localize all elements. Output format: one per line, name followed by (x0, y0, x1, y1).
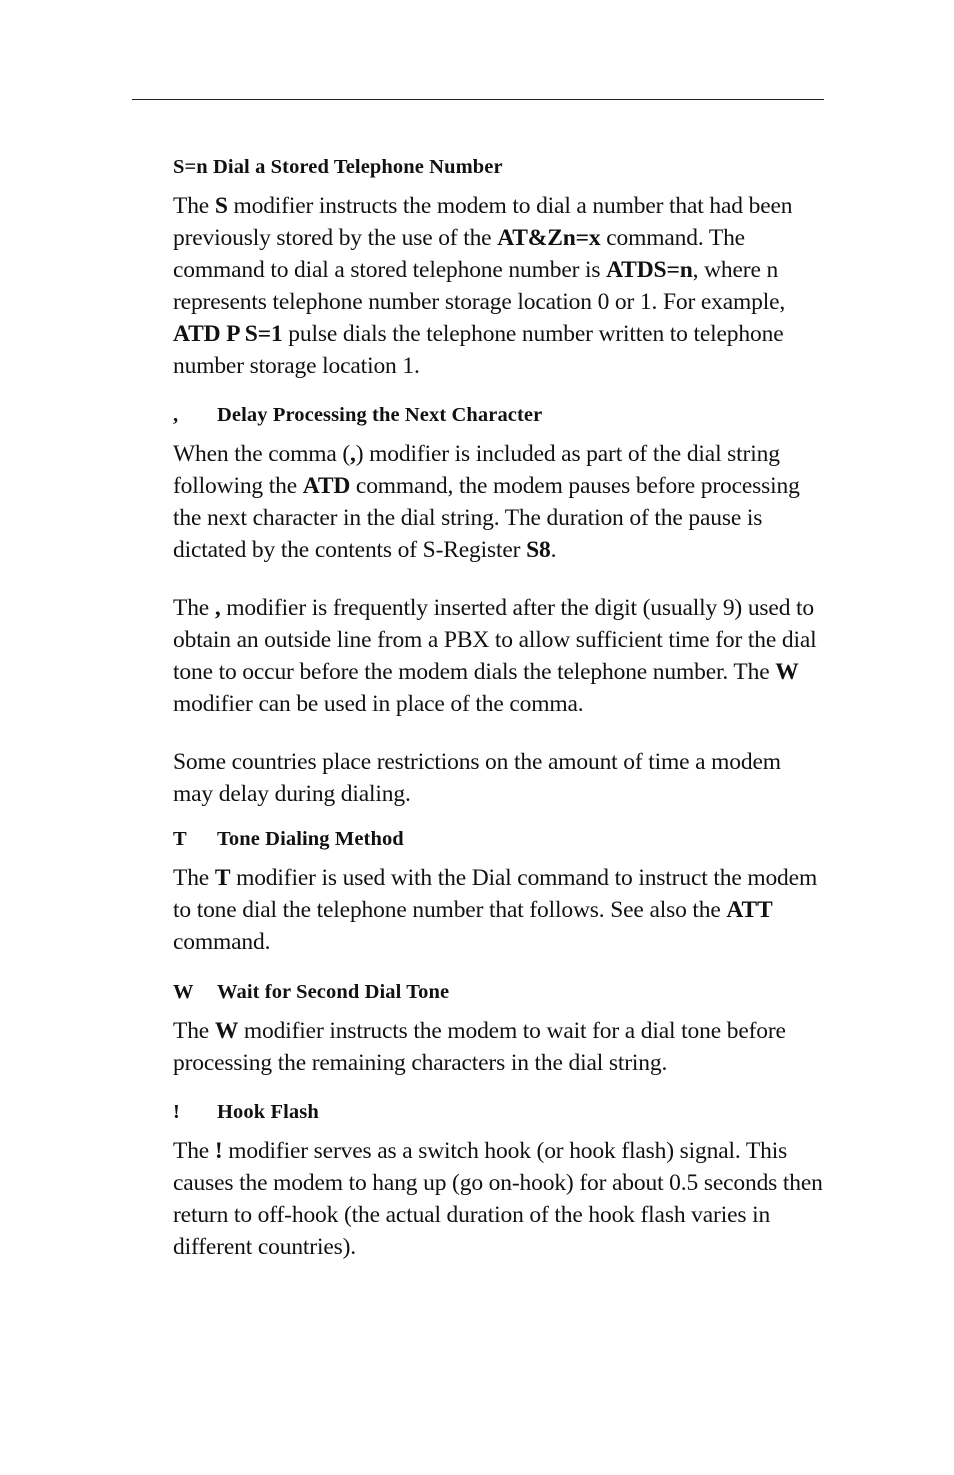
section-heading (173, 826, 823, 852)
paragraph-text: pulse dials the telephone number written to telephone number storage location 1. (173, 321, 784, 379)
paragraph-text: The (173, 865, 215, 891)
paragraph-text: command, the modem pauses before processing the next character in the dial string. The duration of the pause is dictated by the contents of S-Register (173, 473, 800, 563)
paragraph-text: ) modifier is included as part of the dial string following the (173, 441, 780, 499)
paragraph-text: When the comma ( (173, 441, 351, 467)
section-code: ! (173, 1101, 180, 1123)
section-title: Delay Processing the Next Character (217, 404, 543, 426)
section-code: W (173, 981, 194, 1003)
section-paragraph (173, 1135, 823, 1263)
section-delay (173, 402, 823, 810)
paragraph-text: command. The command to dial a stored telephone number is (173, 225, 745, 283)
section-title: Wait for Second Dial Tone (217, 981, 450, 1003)
bold-command-text: ATD P S=1 (173, 321, 283, 347)
section-paragraph (173, 862, 823, 958)
bold-command-text: W (214, 1018, 239, 1044)
section-tone-dialing (173, 826, 823, 958)
bold-command-text: T (214, 865, 231, 891)
section-wait-dial-tone (173, 979, 823, 1079)
section-hook-flash (173, 1099, 823, 1263)
section-stored-number (173, 154, 823, 382)
section-paragraph (173, 190, 823, 382)
section-title: Hook Flash (217, 1101, 319, 1123)
section-paragraph (173, 1015, 823, 1079)
paragraph-text: modifier can be used in place of the comma. (173, 691, 584, 717)
bold-command-text: S (214, 193, 228, 219)
paragraph-text: Some countries place restrictions on the amount of time a modem may delay during dialing. (173, 749, 781, 807)
bold-command-text: ATD (302, 473, 351, 499)
section-title: Tone Dialing Method (217, 828, 404, 850)
section-heading (173, 1099, 823, 1125)
paragraph-text: modifier instructs the modem to dial a number that had been previously stored by the use of the (173, 193, 793, 251)
bold-command-text: ATT (726, 897, 773, 923)
section-code: T (173, 828, 187, 850)
paragraph-text: The (173, 193, 215, 219)
paragraph-text: The (173, 1018, 215, 1044)
bold-command-text: , (350, 441, 356, 467)
paragraph-text: . (550, 537, 557, 563)
section-code: , (173, 404, 179, 426)
section-heading (173, 154, 823, 180)
section-paragraph (173, 438, 823, 566)
paragraph-text: The (173, 1138, 215, 1164)
bold-command-text: W (775, 659, 799, 685)
paragraph-text: modifier is frequently inserted after the digit (usually 9) used to obtain an outside line from a PBX to allow sufficient time for the dial tone to occur before the modem dials the telephone number. The (173, 595, 817, 685)
header-rule (132, 99, 824, 100)
section-paragraph (173, 592, 823, 720)
section-title: S=n Dial a Stored Telephone Number (173, 156, 503, 178)
paragraph-text: modifier serves as a switch hook (or hook flash) signal. This causes the modem to hang up (go on-hook) for about 0.5 seconds then return to off-hook (the actual duration of the hook flash varies in different countries). (173, 1138, 823, 1260)
paragraph-text: The (173, 595, 215, 621)
bold-command-text: S8 (526, 537, 551, 563)
paragraph-text: command. (173, 929, 271, 955)
paragraph-text: , where n represents telephone number storage location 0 or 1. For example, (173, 257, 786, 315)
page-content (173, 154, 823, 1263)
bold-command-text: ! (214, 1138, 223, 1164)
section-heading (173, 402, 823, 428)
paragraph-text: modifier instructs the modem to wait for a dial tone before processing the remaining characters in the dial string. (173, 1018, 786, 1076)
section-paragraph (173, 746, 823, 810)
paragraph-text: modifier is used with the Dial command to instruct the modem to tone dial the telephone number that follows. See also the (173, 865, 818, 923)
bold-command-text: , (214, 595, 221, 621)
bold-command-text: AT&Zn=x (497, 225, 601, 251)
bold-command-text: ATDS=n (606, 257, 693, 283)
section-heading (173, 979, 823, 1005)
